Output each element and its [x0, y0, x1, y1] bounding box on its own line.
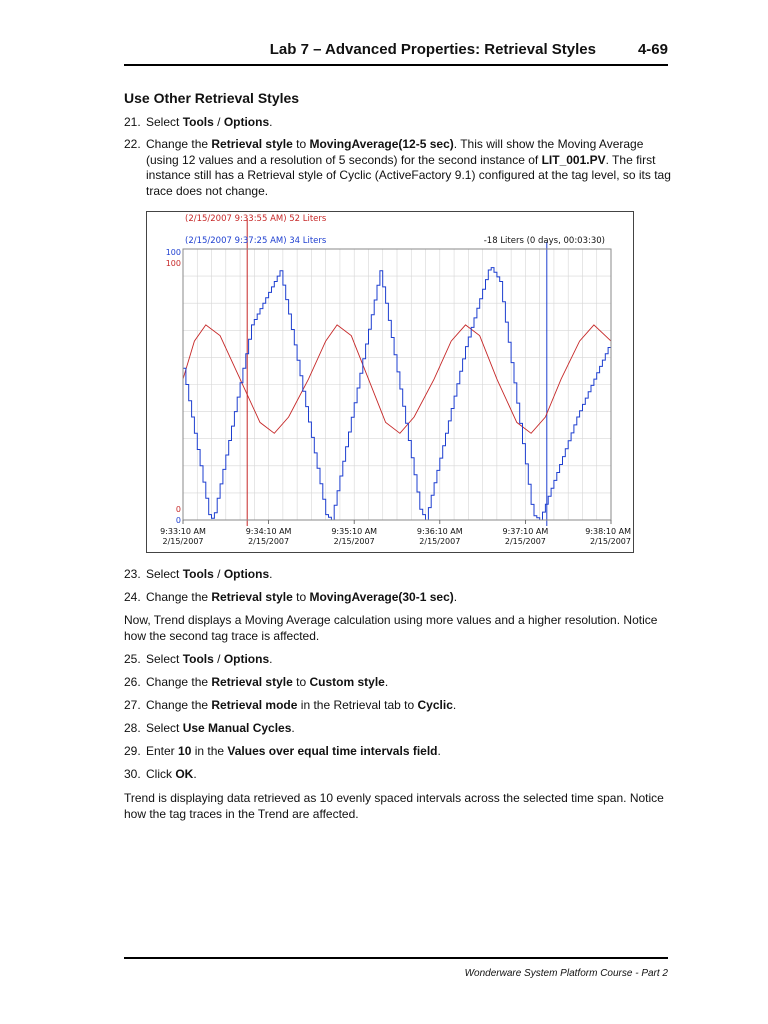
y-tick-blue-bottom: 0	[175, 516, 181, 525]
page-footer	[124, 957, 668, 979]
step-24: 24. Change the Retrieval style to MovingAverage(30-1 sec).	[124, 590, 458, 604]
x-tick-date-label: 2/15/2007	[419, 537, 461, 546]
step-22: 22. Change the Retrieval style to MovingAverage(12-5 sec). This will show the Moving Average (using 12 values and a resolution of 5 seconds) for the second instance of LIT_001.PV. The first instance still has a Retrieval style of Cyclic (ActiveFactory 9.1) configured at the tag level, so its tag trace does not change.	[124, 137, 671, 198]
y-tick-red-bottom: 0	[175, 505, 181, 514]
trend-chart	[146, 211, 634, 553]
x-tick-time-label: 9:37:10 AM	[502, 527, 549, 536]
step-21: 21. Select Tools / Options.	[124, 115, 273, 129]
section-title: Use Other Retrieval Styles	[124, 90, 300, 106]
y-tick-red-top: 100	[165, 259, 181, 268]
red-cursor-annotation: (2/15/2007 9:33:55 AM) 52 Liters	[185, 214, 327, 224]
footer-text: Wonderware System Platform Course - Part 2	[464, 968, 668, 979]
x-tick-date-label: 2/15/2007	[589, 537, 631, 546]
x-tick-time-label: 9:36:10 AM	[416, 527, 463, 536]
blue-cursor-annotation: (2/15/2007 9:37:25 AM) 34 Liters	[185, 236, 327, 246]
y-tick-blue-top: 100	[165, 248, 181, 257]
x-tick-time-label: 9:34:10 AM	[245, 527, 292, 536]
paragraph-trend-moving-average: Now, Trend displays a Moving Average calculation using more values and a higher resolution. Notice how the second tag trace is affected.	[124, 613, 658, 643]
header-title: Lab 7 – Advanced Properties: Retrieval Styles	[269, 41, 596, 58]
x-tick-date-label: 2/15/2007	[333, 537, 375, 546]
x-tick-date-label: 2/15/2007	[162, 537, 204, 546]
step-23: 23. Select Tools / Options.	[124, 567, 273, 581]
step-26: 26. Change the Retrieval style to Custom style.	[124, 675, 389, 689]
step-30: 30. Click OK.	[124, 767, 197, 781]
paragraph-trend-intervals: Trend is displaying data retrieved as 10 evenly spaced intervals across the selected time span. Notice how the tag traces in the Trend are affected.	[124, 791, 664, 821]
delta-annotation: -18 Liters (0 days, 00:03:30)	[483, 236, 605, 246]
page-number: 4-69	[637, 41, 668, 58]
step-27: 27. Change the Retrieval mode in the Retrieval tab to Cyclic.	[124, 698, 457, 712]
x-tick-date-label: 2/15/2007	[504, 537, 546, 546]
x-tick-time-label: 9:33:10 AM	[160, 527, 206, 536]
trend-svg	[147, 212, 635, 554]
page-header	[124, 38, 668, 66]
x-tick-date-label: 2/15/2007	[248, 537, 290, 546]
x-tick-time-label: 9:38:10 AM	[585, 527, 631, 536]
x-tick-time-label: 9:35:10 AM	[331, 527, 378, 536]
step-25: 25. Select Tools / Options.	[124, 652, 273, 666]
step-28: 28. Select Use Manual Cycles.	[124, 721, 295, 735]
step-29: 29. Enter 10 in the Values over equal time intervals field.	[124, 744, 441, 758]
